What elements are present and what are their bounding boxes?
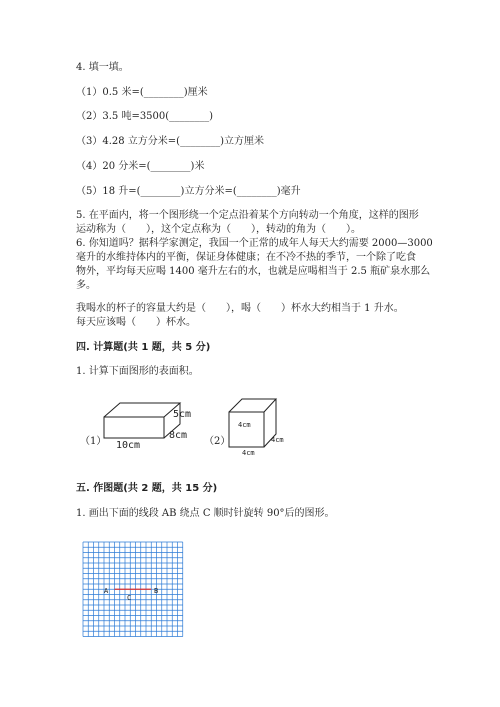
q4-item-5: （5）18 升=(________)立方分米=(________)毫升 xyxy=(76,186,301,197)
q4-item-1: （1）0.5 米=(________)厘米 xyxy=(76,87,208,98)
cuboid-height-label: 5cm xyxy=(173,409,192,420)
section-5-heading: 五. 作图题(共 2 题，共 15 分) xyxy=(76,483,218,494)
cube-bottom-label: 4cm xyxy=(242,449,255,457)
section-4-question-1: 1. 计算下面图形的表面积。 xyxy=(76,366,199,377)
q6-answer-line-2: 每天应该喝（ ）杯水。 xyxy=(76,317,196,328)
q6-line-3: 物外，平均每天应喝 1400 毫升左右的水，也就是应喝相当于 2.5 瓶矿泉水那么 xyxy=(76,266,431,277)
q5-line-2: 运动称为（ ），这个定点称为（ ），转动的角为（ ）。 xyxy=(76,224,361,235)
q4-item-4: （4）20 分米=(________)米 xyxy=(76,161,205,172)
cube-side-label: 4cm xyxy=(271,436,284,444)
section-5-question-1: 1. 画出下面的线段 AB 绕点 C 顺时针旋转 90°后的图形。 xyxy=(76,508,335,519)
q5-line-1: 5. 在平面内，将一个图形绕一个定点沿着某个方向转动一个角度，这样的图形 xyxy=(76,210,419,221)
cube-face-label: 4cm xyxy=(238,421,251,429)
q6-line-1: 6. 你知道吗？据科学家测定，我国一个正常的成年人每天大约需要 2000—3000 xyxy=(76,238,433,249)
q6-answer-line-1: 我喝水的杯子的容量大约是（ ），喝（ ）杯水大约相当于 1 升水。 xyxy=(76,303,404,314)
point-b-label: B xyxy=(154,587,159,595)
q4-item-3: （3）4.28 立方分米=(________)立方厘米 xyxy=(76,136,264,147)
q6-line-4: 多。 xyxy=(76,280,96,291)
figure-2-label: （2） xyxy=(204,436,231,447)
section-4-heading: 四. 计算题(共 1 题，共 5 分) xyxy=(76,342,211,353)
point-a-label: A xyxy=(104,587,109,595)
q4-title: 4. 填一填。 xyxy=(76,62,129,73)
q4-item-2: （2）3.5 吨=3500(________) xyxy=(76,111,214,122)
cuboid-length-label: 10cm xyxy=(116,440,141,451)
point-c-label: C xyxy=(127,594,132,602)
q6-line-2: 毫升的水维持体内的平衡，保证身体健康；在不冷不热的季节，一个除了吃食 xyxy=(76,252,416,263)
cuboid-depth-label: 8cm xyxy=(169,430,188,441)
figure-1-label: （1） xyxy=(80,436,107,447)
